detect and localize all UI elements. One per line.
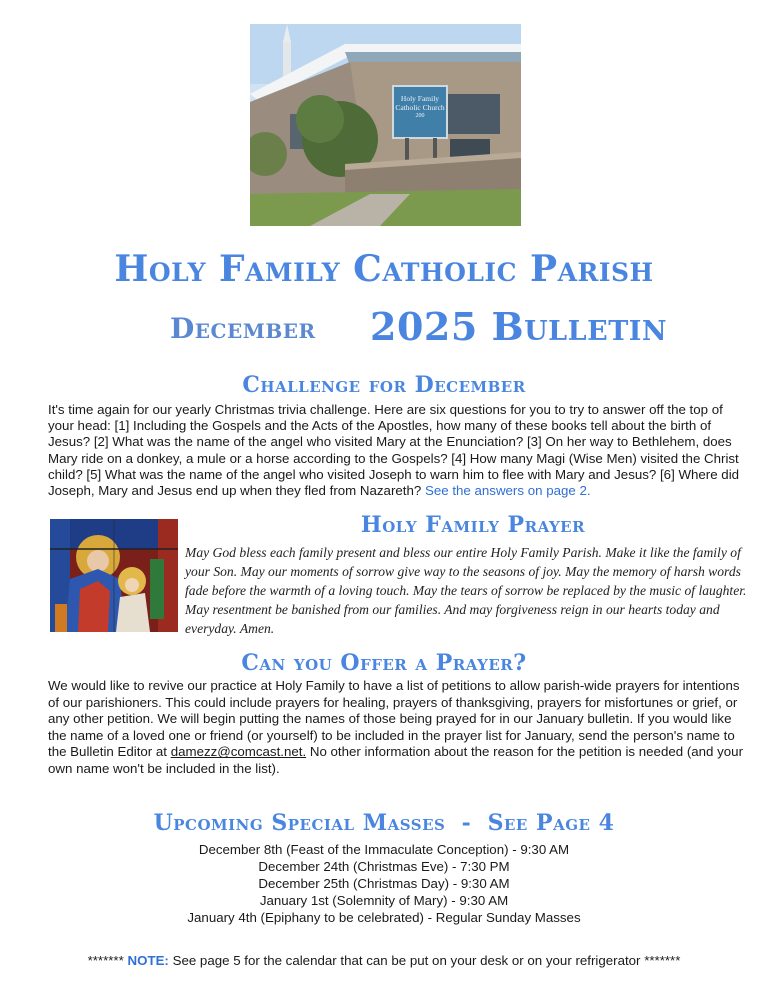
challenge-heading: Challenge for December — [242, 372, 526, 398]
mass-item: December 8th (Feast of the Immaculate Conception) - 9:30 AM — [198, 842, 570, 857]
stained-glass-image — [50, 519, 178, 632]
offer-body — [48, 678, 753, 778]
challenge-body — [48, 402, 748, 499]
bulletin-month: December — [170, 312, 316, 345]
prayer-body: May God bless each family present and bless our entire Holy Family Parish. Make it like the family of your Son. May our moments of sorrow give way to the seasons of joy. May the memory of harsh words fade before the warmth of a loving touch. May the tears of sorrow be replaced by the music of laughter. May resentment be banished from our families. And may forgiveness reign in our hearts today and everyday. Amen. — [185, 545, 747, 636]
mass-item: January 4th (Epiphany to be celebrated) - Regular Sunday Masses — [187, 910, 581, 925]
challenge-text: It's time again for our yearly Christmas trivia challenge. Here are six questions for you to try to answer off the top of your head: [1] Including the Gospels and the Acts of the Apostles, how many of these books tell about the birth of Jesus? [2] What was the name of the angel who visited Mary at the Enunciation? [3] On her way to Bethlehem, does Mary ride on a donkey, a mule or a horse according to the Gospels? [4] How many Magi (Wise Men) visited the Christ child? [5] What was the name of the angel who visited Joseph to warn him to flee with Mary and Jesus? [6] Where did Joseph, Mary and Jesus end up when they fled from Nazareth? — [48, 402, 740, 499]
church-photo — [250, 24, 521, 226]
offer-heading: Can you Offer a Prayer? — [241, 650, 527, 676]
note-text: See page 5 for the calendar that can be put on your desk or on your refrigerator — [172, 953, 641, 968]
sign-text-line1: Holy Family — [400, 94, 440, 103]
mass-item: January 1st (Solemnity of Mary) - 9:30 AM — [259, 893, 509, 908]
sign-text-line2: Catholic Church — [395, 103, 445, 112]
masses-list — [0, 841, 768, 926]
note-stars-right: ******* — [644, 953, 681, 968]
sign-text-line3: 200 — [415, 113, 425, 119]
calendar-note — [0, 953, 768, 968]
answers-link[interactable]: See the answers on page 2. — [424, 483, 591, 499]
prayer-heading: Holy Family Prayer — [360, 512, 586, 538]
masses-heading: Upcoming Special Masses - See Page 4 — [153, 810, 615, 836]
editor-email-link[interactable]: damezz@comcast.net. — [170, 744, 307, 760]
bulletin-title: 2025 Bulletin — [370, 304, 668, 349]
mass-item: December 24th (Christmas Eve) - 7:30 PM — [258, 859, 510, 874]
offer-text-before: We would like to revive our practice at Holy Family to have a list of petitions to allow parish-wide prayers for intentions of our parishioners. This could include prayers for healing, prayers of thanksgiving, prayers for misfortunes or grief, or any other petition. We will begin putting the names of those being prayed for in our January bulletin. If you would like the name of a loved one or friend (or yourself) to be included in the prayer list for January, send the person's name to the Bulletin Editor at — [48, 678, 740, 760]
parish-title: Holy Family Catholic Parish — [114, 248, 654, 290]
mass-item: December 25th (Christmas Day) - 9:30 AM — [258, 876, 510, 891]
note-stars-left: ******* — [87, 953, 124, 968]
offer-text-after: No other information about the reason for the petition is needed (and your own name won't be included in the list). — [48, 744, 743, 776]
note-label: NOTE: — [127, 953, 169, 968]
